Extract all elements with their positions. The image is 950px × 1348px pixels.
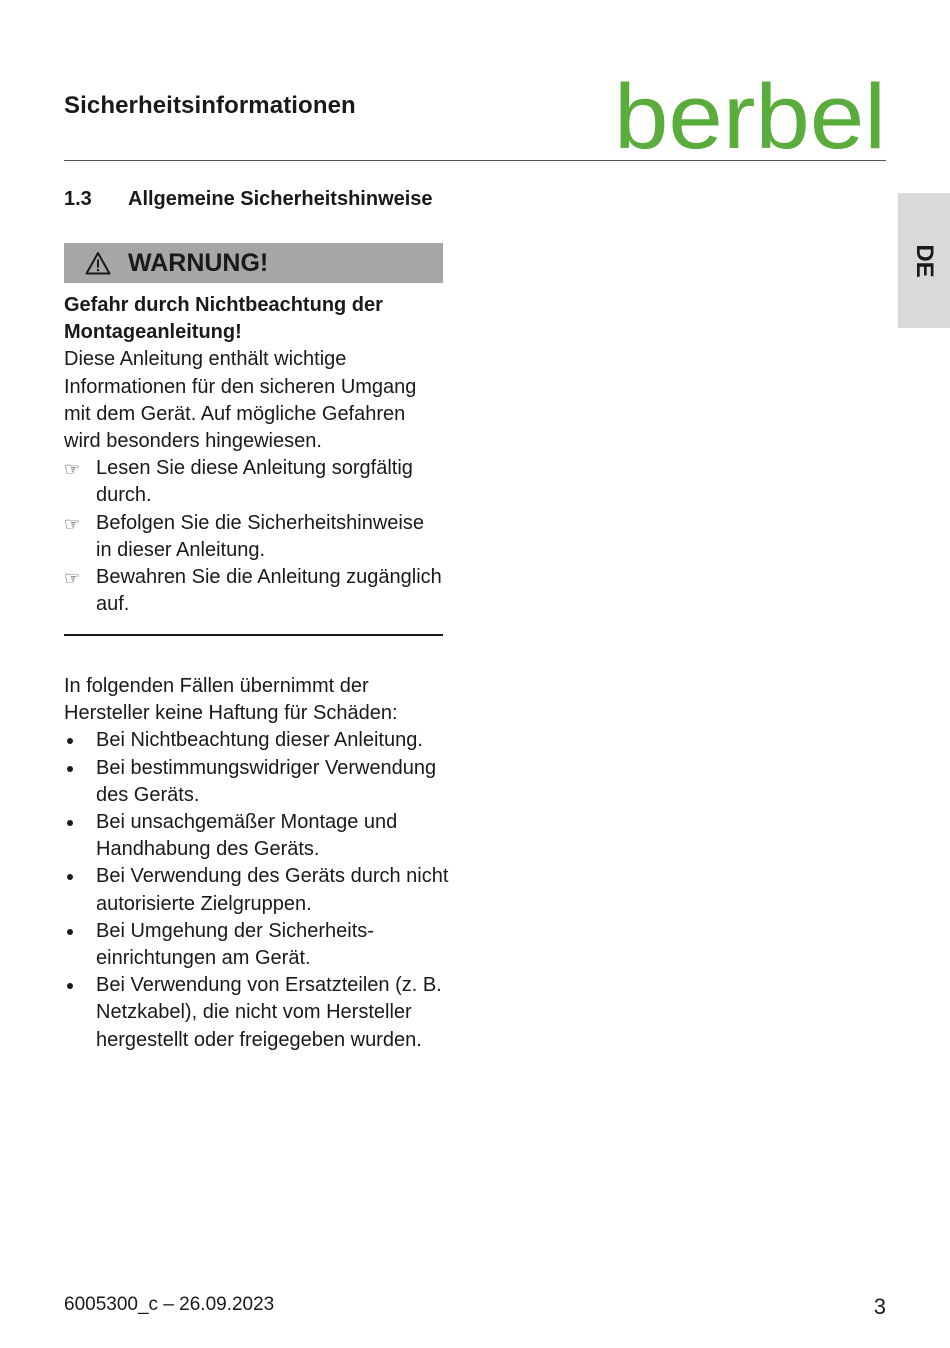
section-heading [64,188,433,211]
list-item [64,755,454,809]
warning-content [64,292,443,618]
instruction-item [64,455,443,509]
bullet-icon [67,874,73,880]
list-item-text: Bei Verwendung von Ersatzteilen (z. B. Netzkabel), die nicht vom Hersteller hergestellt oder freigegeben wurden. [96,974,442,1051]
page-number: 3 [873,1294,886,1319]
bullet-icon [67,738,73,744]
list-item-text: Bei unsachgemäßer Montage und Handhabung des Geräts. [96,811,398,861]
bullet-icon [67,820,73,826]
list-item [64,972,454,1054]
liability-intro: In folgenden Fällen übernimmt der Hersteller keine Haftung für Schäden: [64,675,398,725]
pointing-hand-icon: ☞ [64,513,81,534]
instruction-text: Lesen Sie diese Anleitung sorgfältig durch. [96,457,413,507]
section-number: 1.3 [64,188,92,210]
list-item [64,918,454,972]
pointing-hand-icon: ☞ [64,459,81,480]
warning-heading: Gefahr durch Nichtbeachtung der Montageanleitung! [64,294,383,344]
page-header-title: Sicherheitsinformationen [64,92,356,119]
list-item [64,863,454,917]
liability-section [64,673,454,1054]
bullet-icon [67,983,73,989]
header-divider [64,160,886,161]
brand-logo-text: berbel [614,70,886,160]
instruction-item [64,510,443,564]
instruction-text: Befolgen Sie die Sicherheitshinweise in dieser Anleitung. [96,511,424,561]
warning-label: WARNUNG! [128,248,269,277]
list-item-text: Bei Nichtbeachtung dieser Anleitung. [96,729,423,752]
warning-end-rule [64,634,443,636]
warning-triangle-icon [85,251,111,275]
section-title: Allgemeine Sicherheitshinweise [128,188,433,210]
language-tab [898,193,950,328]
list-item-text: Bei Umgehung der Sicherheits-einrichtungen am Gerät. [96,919,374,970]
brand-logo [612,70,890,160]
instruction-text: Bewahren Sie die Anleitung zugänglich auf. [96,566,442,616]
warning-text: Diese Anleitung enthält wichtige Informationen für den sicheren Umgang mit dem Gerät. Auf mögliche Gefahren wird besonders hingewiesen. [64,348,417,453]
language-tab-label: DE [911,243,938,278]
list-item-text: Bei Verwendung des Geräts durch nicht autorisierte Zielgruppen. [96,865,449,915]
list-item [64,809,454,863]
footer-document-id: 6005300_c – 26.09.2023 [64,1294,275,1315]
list-item [64,727,454,754]
bullet-icon [67,929,73,935]
warning-banner [64,243,443,283]
liability-list [64,727,454,1053]
bullet-icon [67,766,73,772]
instruction-item [64,564,443,618]
pointing-hand-icon: ☞ [64,568,81,589]
instruction-list [64,455,443,618]
list-item-text: Bei bestimmungswidriger Verwendung des Geräts. [96,756,437,806]
